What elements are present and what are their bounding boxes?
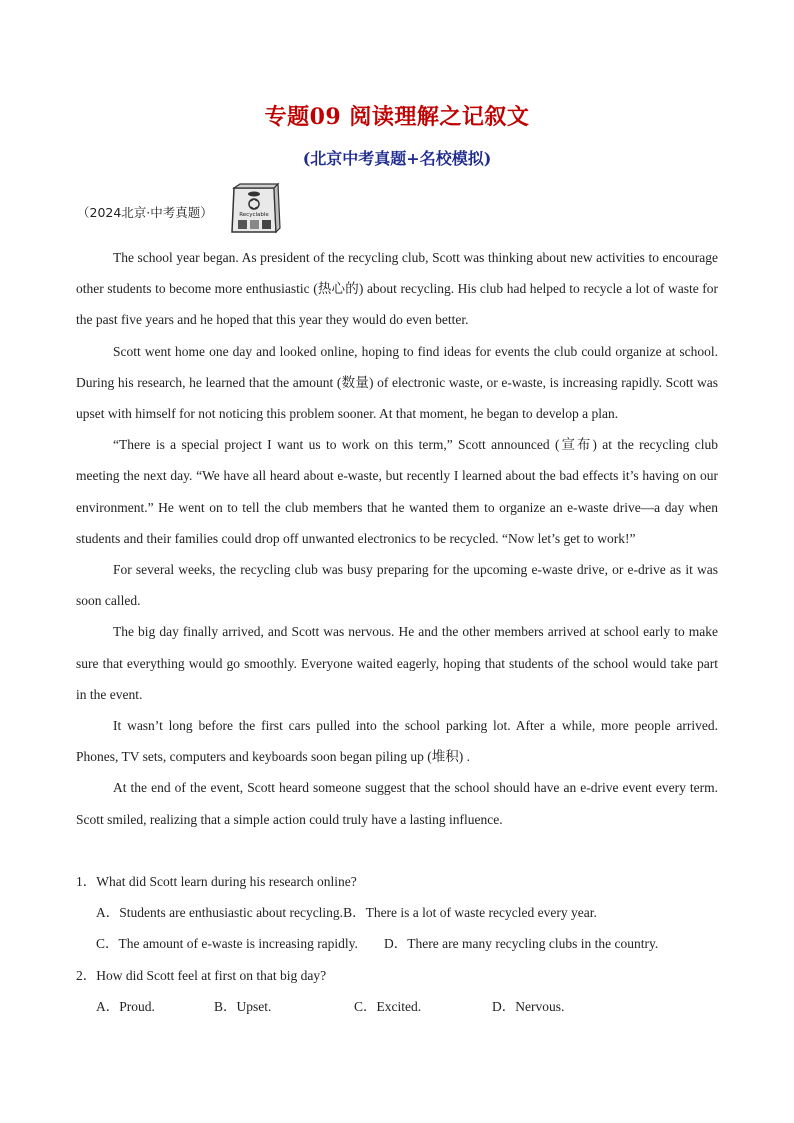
passage-paragraph: At the end of the event, Scott heard someone suggest that the school should have an e-drive event every term. Scott smiled, realizing that a simple action could truly have a lasting influence. [76, 780, 718, 827]
question-2-option-d[interactable]: D．Nervous. [492, 999, 565, 1014]
source-label: （2024北京·中考真题） [77, 205, 213, 220]
question-1-option-b[interactable]: B．There is a lot of waste recycled every year. [343, 905, 597, 920]
passage-paragraph: For several weeks, the recycling club was busy preparing for the upcoming e-waste drive, or e-drive as it was soon called. [76, 562, 718, 609]
passage [76, 242, 718, 835]
bin-label: Recyclable [239, 212, 269, 218]
question-1-option-a[interactable]: A．Students are enthusiastic about recycling. [96, 905, 344, 920]
passage-paragraph: “There is a special project I want us to work on this term,” Scott announced (宣布) at the recycling club meeting the next day. “We have all heard about e-waste, but recently I learned about the bad effects it’s having on our environment.” He went on to tell the club members that he wanted them to organize an e-waste drive—a day when students and their families could drop off unwanted electronics to be recycled. “Now let’s get to work!” [76, 437, 718, 546]
passage-paragraph: The school year began. As president of the recycling club, Scott was thinking about new activities to encourage other students to become more enthusiastic (热心的) about recycling. His club had helped to recycle a lot of waste for the past five years and he hoped that this year they would do even better. [76, 250, 718, 328]
question-2-stem: 2．How did Scott feel at first on that big day? [76, 968, 327, 983]
recycling-bin-image [226, 182, 282, 238]
question-1-option-c[interactable]: C．The amount of e-waste is increasing rapidly. [96, 936, 358, 951]
passage-paragraph: It wasn’t long before the first cars pulled into the school parking lot. After a while, more people arrived. Phones, TV sets, computers and keyboards soon began piling up (堆积) . [76, 718, 718, 765]
question-2-option-b[interactable]: B．Upset. [214, 999, 272, 1014]
passage-paragraph: Scott went home one day and looked online, hoping to find ideas for events the club could organize at school. During his research, he learned that the amount (数量) of electronic waste, or e-waste, is increasing rapidly. Scott was upset with himself for not noticing this problem sooner. At that moment, he began to develop a plan. [76, 343, 718, 422]
document-subtitle: (北京中考真题+名校模拟) [302, 149, 492, 168]
question-1-stem: 1．What did Scott learn during his research online? [76, 874, 357, 889]
question-2-option-a[interactable]: A．Proud. [96, 999, 155, 1014]
question-1-option-d[interactable]: D．There are many recycling clubs in the country. [384, 936, 659, 951]
question-1-options-row-1 [96, 897, 736, 928]
passage-paragraph: The big day finally arrived, and Scott was nervous. He and the other members arrived at school early to make sure that everything would go smoothly. Everyone waited eagerly, hoping that students of the school would take part in the event. [76, 624, 718, 702]
question-2-option-c[interactable]: C．Excited. [354, 999, 422, 1014]
document-title: 专题09 阅读理解之记叙文 [264, 104, 530, 130]
question-1-options-row-2 [96, 928, 736, 959]
question-2-options-row [96, 991, 736, 1022]
